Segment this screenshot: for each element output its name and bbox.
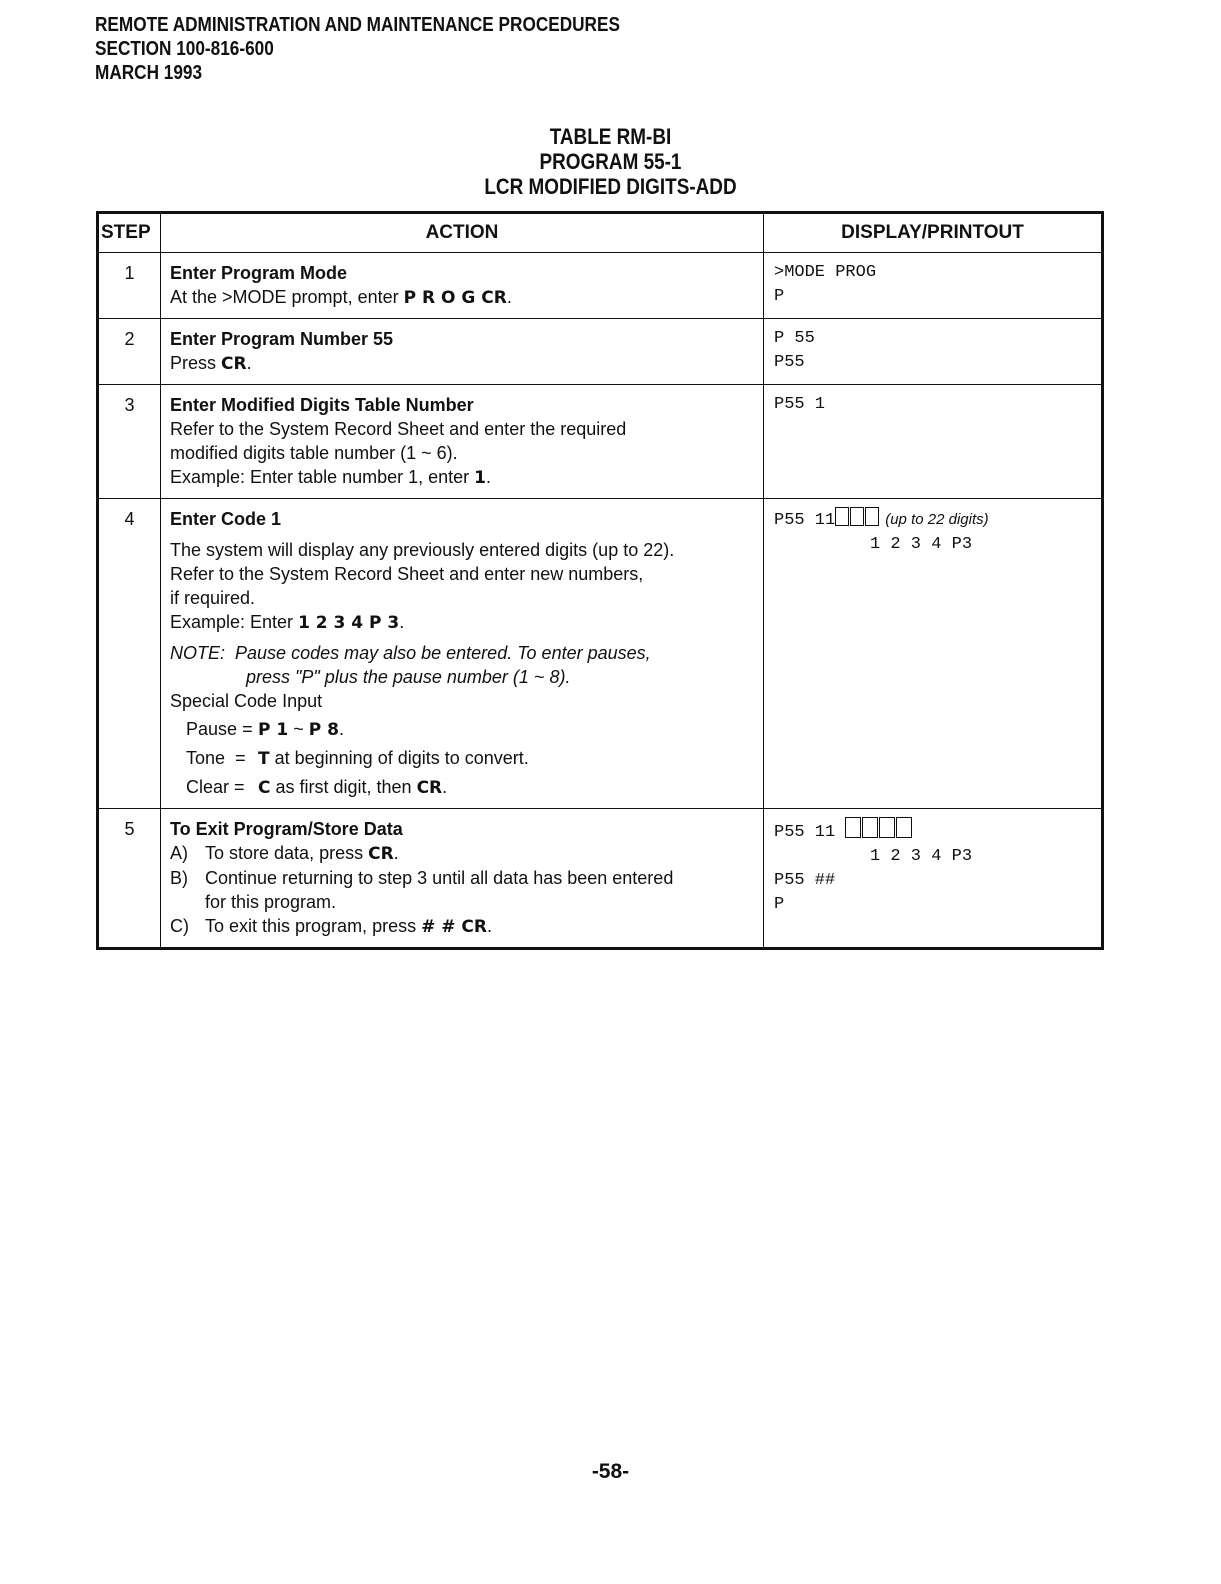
- sub-step: C) To exit this program, press # # CR.: [170, 916, 493, 937]
- display-cell: [764, 809, 1103, 949]
- header-section: SECTION 100-816-600: [95, 38, 274, 60]
- digit-box: [850, 507, 864, 526]
- sub-step: B) Continue returning to step 3 until all data has been entered: [170, 868, 674, 888]
- step-title: Enter Modified Digits Table Number: [170, 395, 474, 415]
- action-cell: [161, 319, 764, 385]
- example-text: Example: Enter table number 1, enter 1.: [170, 467, 492, 488]
- special-code-clear: Clear = C as first digit, then CR.: [186, 777, 448, 798]
- display-line: P: [774, 895, 785, 914]
- action-text: Refer to the System Record Sheet and enter new numbers,: [170, 564, 644, 584]
- key-sequence: CR: [221, 354, 247, 374]
- display-line: >MODE PROG: [774, 263, 877, 282]
- digit-box: [862, 817, 878, 838]
- step-number: 3: [98, 385, 161, 499]
- column-header-display: DISPLAY/PRINTOUT: [764, 213, 1103, 253]
- display-hint: (up to 22 digits): [885, 511, 989, 528]
- action-cell: [161, 253, 764, 319]
- sub-step-continuation: for this program.: [205, 892, 337, 912]
- note-text: press "P" plus the pause number (1 ~ 8).: [246, 667, 571, 687]
- special-code-heading: Special Code Input: [170, 691, 323, 711]
- special-code-tone: Tone = T at beginning of digits to convert.: [186, 748, 529, 769]
- step-number: 2: [98, 319, 161, 385]
- action-text: At the >MODE prompt, enter P R O G CR.: [170, 287, 512, 308]
- example-text: Example: Enter 1 2 3 4 P 3.: [170, 612, 405, 633]
- key-sequence: 1: [474, 468, 487, 488]
- display-line: 1 2 3 4 P3: [870, 847, 973, 866]
- header-title: REMOTE ADMINISTRATION AND MAINTENANCE PROCEDURES: [95, 14, 620, 36]
- table-title: [0, 124, 1221, 199]
- display-line: P55 ##: [774, 871, 836, 890]
- action-text: The system will display any previously entered digits (up to 22).: [170, 540, 675, 560]
- digit-box: [879, 817, 895, 838]
- table-row: [98, 253, 1103, 319]
- document-header: [95, 13, 620, 85]
- display-line: P55 1: [774, 395, 826, 414]
- display-cell: [764, 319, 1103, 385]
- display-cell: [764, 253, 1103, 319]
- digit-box: [865, 507, 879, 526]
- note-text: NOTE: Pause codes may also be entered. To enter pauses,: [170, 643, 651, 663]
- step-title: Enter Program Mode: [170, 263, 348, 283]
- table-row: [98, 499, 1103, 809]
- table-row: [98, 809, 1103, 949]
- table-row: [98, 319, 1103, 385]
- action-text: if required.: [170, 588, 256, 608]
- action-cell: [161, 809, 764, 949]
- header-date: MARCH 1993: [95, 62, 203, 84]
- step-title: Enter Program Number 55: [170, 329, 394, 349]
- table-row: [98, 385, 1103, 499]
- action-cell: [161, 499, 764, 809]
- step-title: To Exit Program/Store Data: [170, 819, 403, 839]
- key-sequence: P R O G CR: [403, 288, 507, 308]
- column-header-step: STEP: [98, 213, 161, 253]
- display-line: P: [774, 287, 785, 306]
- table-id: TABLE RM-BI: [549, 124, 672, 149]
- step-number: 5: [98, 809, 161, 949]
- display-line: P55 11 (up to 22 digits): [774, 507, 1093, 533]
- display-cell: [764, 499, 1103, 809]
- step-title: Enter Code 1: [170, 509, 282, 529]
- digit-box: [896, 817, 912, 838]
- table-header-row: [98, 213, 1103, 253]
- display-line: 1 2 3 4 P3: [870, 535, 973, 554]
- action-text: Refer to the System Record Sheet and enter the required: [170, 419, 627, 439]
- key-sequence: 1 2 3 4 P 3: [298, 613, 400, 633]
- procedure-table: [96, 211, 1104, 950]
- program-number: PROGRAM 55-1: [539, 149, 682, 174]
- program-name: LCR MODIFIED DIGITS-ADD: [484, 174, 737, 199]
- action-cell: [161, 385, 764, 499]
- digit-box: [835, 507, 849, 526]
- page-number: -58-: [591, 1460, 630, 1483]
- sub-step: A) To store data, press CR.: [170, 843, 399, 864]
- special-code-pause: Pause = P 1 ~ P 8.: [186, 719, 344, 740]
- column-header-action: ACTION: [161, 213, 764, 253]
- action-text: Press CR.: [170, 353, 252, 374]
- note-label: NOTE:: [170, 643, 226, 663]
- display-line: P 55: [774, 329, 815, 348]
- action-text: modified digits table number (1 ~ 6).: [170, 443, 458, 463]
- display-line: P55: [774, 353, 805, 372]
- digit-box: [845, 817, 861, 838]
- step-number: 1: [98, 253, 161, 319]
- display-cell: [764, 385, 1103, 499]
- display-line: P55 11: [774, 817, 1093, 845]
- step-number: 4: [98, 499, 161, 809]
